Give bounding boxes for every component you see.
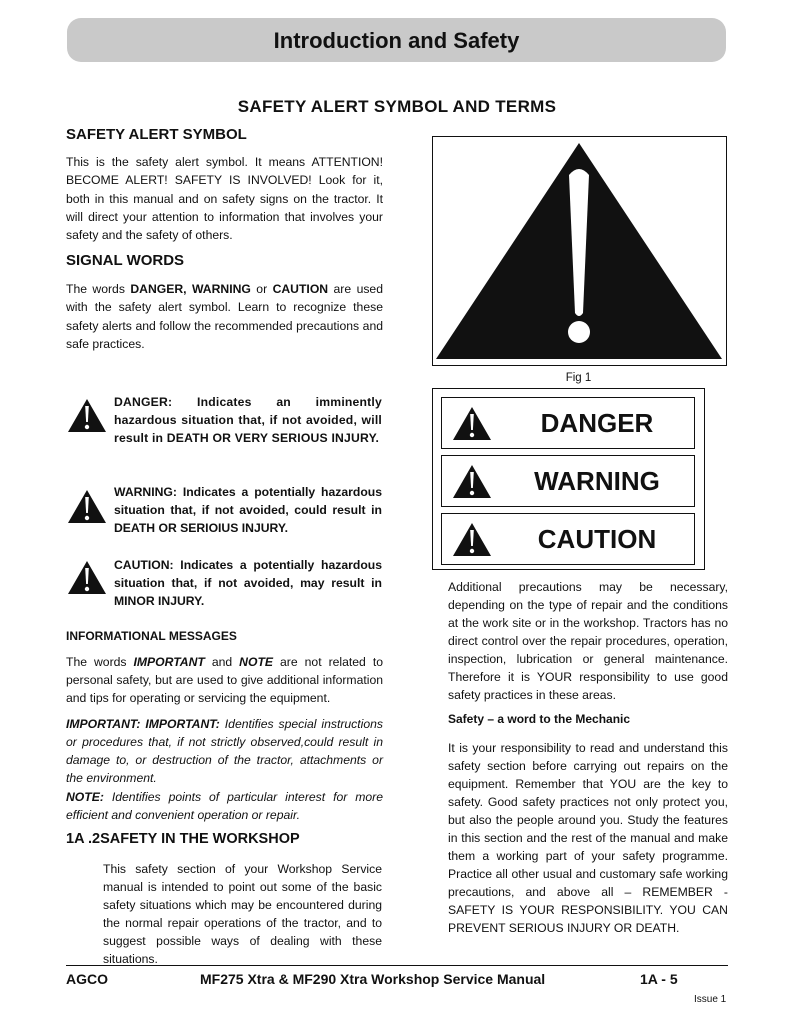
workshop-body: This safety section of your Workshop Service manual is intended to point out some of the basic safety situations which may be encountered during the normal repair operations of the tractor, and to suggest possible ways of dealing with these situations. — [103, 862, 382, 966]
warning-triangle-icon — [67, 397, 107, 433]
important-label: IMPORTANT: IMPORTANT: — [66, 717, 220, 731]
page-number: 1A - 5 — [640, 971, 678, 987]
warning-triangle-icon — [452, 463, 492, 499]
header-banner — [67, 18, 726, 62]
footer-brand: AGCO — [66, 971, 108, 987]
danger-alert-text: DANGER: Indicates an imminently hazardous situation that, if not avoided, will result in DEATH OR VERY SERIOUS INJURY. — [114, 395, 382, 445]
informational-text: and — [204, 655, 240, 669]
signal-words-bold-2: CAUTION — [272, 282, 329, 296]
safety-alert-symbol-icon — [433, 137, 726, 365]
signs-panel — [432, 388, 705, 570]
informational-text: The words — [66, 655, 134, 669]
signal-words-heading: SIGNAL WORDS — [66, 252, 185, 269]
warning-alert-text: WARNING: Indicates a potentially hazardous situation that, if not avoided, could result in DEATH OR SERIOIUS INJURY. — [114, 485, 382, 535]
figure-caption: Fig 1 — [565, 372, 592, 384]
sign-label: DANGER — [540, 408, 654, 438]
safety-alert-symbol-body: This is the safety alert symbol. It means ATTENTION! BECOME ALERT! SAFETY IS INVOLVED! Look for it, both in this manual and on safety signs on the tractor. It will direct your attention to information that involves your safety and the safety of others. — [66, 155, 383, 243]
caution-alert-text: CAUTION: Indicates a potentially hazardous situation that, if not avoided, may result in MINOR INJURY. — [114, 558, 382, 608]
sign-label: WARNING — [534, 466, 660, 496]
mechanic-heading: Safety – a word to the Mechanic — [448, 712, 631, 726]
note-label: NOTE: — [66, 790, 104, 804]
note-text: Identifies points of particular interest for more efficient and convenient operation or repair. — [66, 790, 383, 822]
issue-label: Issue 1 — [694, 994, 727, 1005]
important-word: IMPORTANT — [133, 655, 205, 669]
signal-words-text: The words — [66, 282, 131, 296]
signal-words-bold-1: DANGER, WARNING — [130, 282, 251, 296]
footer-title: MF275 Xtra & MF290 Xtra Workshop Service Manual — [200, 971, 546, 987]
note-word: NOTE — [239, 655, 274, 669]
informational-heading: INFORMATIONAL MESSAGES — [66, 629, 237, 643]
danger-sign — [441, 397, 695, 449]
signal-words-text: are used with the safety alert symbol. Learn to recognize these safety alerts and follow the recommended precautions and safe practices. — [66, 282, 383, 351]
main-heading: SAFETY ALERT SYMBOL AND TERMS — [237, 97, 557, 116]
warning-triangle-icon — [452, 521, 492, 557]
informational-body — [66, 653, 383, 707]
signal-words-text: or — [250, 282, 273, 296]
warning-triangle-icon — [67, 488, 107, 524]
safety-alert-figure — [432, 136, 727, 366]
warning-sign — [441, 455, 695, 507]
warning-triangle-icon — [452, 405, 492, 441]
additional-precautions: Additional precautions may be necessary, depending on the type of repair and the conditions at the work site or in the workshop. Tractors has no direct control over the repair procedures, operation, inspection, lubrication or general maintenance. Therefore it is YOUR responsibility to use good safety practices in these areas. — [448, 580, 728, 702]
banner-title: Introduction and Safety — [273, 28, 520, 53]
workshop-heading: 1A .2SAFETY IN THE WORKSHOP — [66, 831, 300, 847]
footer-rule — [66, 965, 728, 966]
caution-sign — [441, 513, 695, 565]
sign-label: CAUTION — [537, 524, 657, 554]
important-paragraph — [66, 715, 383, 787]
warning-triangle-icon — [67, 559, 107, 595]
informational-text: are not related to personal safety, but are used to give additional information and tips for operating or servicing the equipment. — [66, 655, 383, 705]
important-text: Identifies special instructions or procedures that, if not strictly observed,could result in damage to, or destruction of the tractor, attachments or the environment. — [66, 717, 384, 785]
signal-words-body — [66, 280, 383, 353]
note-paragraph — [66, 788, 383, 824]
mechanic-body: It is your responsibility to read and understand this safety section before carrying out repairs on the equipment. Remember that YOU are the key to safety. Good safety practices not only protect you, but also the people around you. Study the features in this section and the rest of the manual and make them a working part of your safety programme. Practice all other usual and customary safe working precautions, and above all – REMEMBER - SAFETY IS YOUR RESPONSIBILITY. YOU CAN PREVENT SERIOUS INJURY OR DEATH. — [448, 741, 728, 935]
safety-alert-symbol-heading: SAFETY ALERT SYMBOL — [66, 126, 247, 143]
